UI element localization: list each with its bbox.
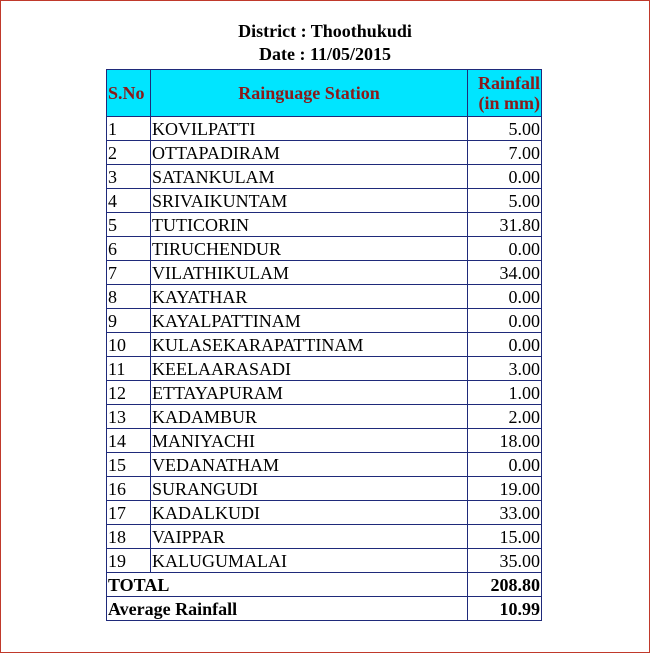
report-date: Date : 11/05/2015 xyxy=(259,44,391,64)
average-value: 10.99 xyxy=(468,597,542,621)
sno-cell: 2 xyxy=(107,141,151,165)
rainfall-cell: 19.00 xyxy=(468,477,542,501)
station-cell: KAYALPATTINAM xyxy=(151,309,468,333)
total-row xyxy=(107,573,542,597)
table-row xyxy=(107,141,542,165)
rainfall-cell: 5.00 xyxy=(468,117,542,141)
column-header-station: Rainguage Station xyxy=(151,70,468,117)
average-label: Average Rainfall xyxy=(107,597,468,621)
table-row xyxy=(107,261,542,285)
table-row xyxy=(107,405,542,429)
station-cell: SATANKULAM xyxy=(151,165,468,189)
rainfall-cell: 7.00 xyxy=(468,141,542,165)
rainfall-table xyxy=(106,69,542,621)
table-row xyxy=(107,453,542,477)
table-row xyxy=(107,333,542,357)
station-cell: KAYATHAR xyxy=(151,285,468,309)
table-row xyxy=(107,501,542,525)
sno-cell: 16 xyxy=(107,477,151,501)
rainfall-header-line2: (in mm) xyxy=(478,93,540,113)
column-header-rainfall xyxy=(468,70,542,117)
table-row xyxy=(107,237,542,261)
rainfall-cell: 1.00 xyxy=(468,381,542,405)
sno-cell: 18 xyxy=(107,525,151,549)
station-cell: KULASEKARAPATTINAM xyxy=(151,333,468,357)
total-value: 208.80 xyxy=(468,573,542,597)
sno-cell: 1 xyxy=(107,117,151,141)
sno-cell: 9 xyxy=(107,309,151,333)
column-header-sno: S.No xyxy=(107,70,151,117)
sno-cell: 11 xyxy=(107,357,151,381)
sno-cell: 6 xyxy=(107,237,151,261)
station-cell: VILATHIKULAM xyxy=(151,261,468,285)
rainfall-cell: 0.00 xyxy=(468,165,542,189)
table-row xyxy=(107,189,542,213)
station-cell: VAIPPAR xyxy=(151,525,468,549)
table-row xyxy=(107,165,542,189)
station-cell: TUTICORIN xyxy=(151,213,468,237)
sno-cell: 3 xyxy=(107,165,151,189)
rainfall-cell: 5.00 xyxy=(468,189,542,213)
station-cell: SURANGUDI xyxy=(151,477,468,501)
station-cell: VEDANATHAM xyxy=(151,453,468,477)
sno-cell: 14 xyxy=(107,429,151,453)
rainfall-cell: 35.00 xyxy=(468,549,542,573)
table-row xyxy=(107,525,542,549)
rainfall-header-line1: Rainfall xyxy=(477,73,540,93)
table-row xyxy=(107,309,542,333)
table-header-row xyxy=(107,70,542,117)
station-cell: KALUGUMALAI xyxy=(151,549,468,573)
sno-cell: 19 xyxy=(107,549,151,573)
station-cell: KOVILPATTI xyxy=(151,117,468,141)
sno-cell: 10 xyxy=(107,333,151,357)
station-cell: SRIVAIKUNTAM xyxy=(151,189,468,213)
station-cell: KADALKUDI xyxy=(151,501,468,525)
rainfall-cell: 0.00 xyxy=(468,453,542,477)
table-row xyxy=(107,357,542,381)
rainfall-cell: 0.00 xyxy=(468,309,542,333)
district-title: District : Thoothukudi xyxy=(238,21,412,41)
sno-cell: 8 xyxy=(107,285,151,309)
station-cell: ETTAYAPURAM xyxy=(151,381,468,405)
station-cell: TIRUCHENDUR xyxy=(151,237,468,261)
sno-cell: 13 xyxy=(107,405,151,429)
table-row xyxy=(107,549,542,573)
table-row xyxy=(107,285,542,309)
table-row xyxy=(107,213,542,237)
sno-cell: 15 xyxy=(107,453,151,477)
rainfall-cell: 33.00 xyxy=(468,501,542,525)
table-row xyxy=(107,381,542,405)
table-row xyxy=(107,429,542,453)
rainfall-cell: 0.00 xyxy=(468,333,542,357)
sno-cell: 12 xyxy=(107,381,151,405)
table-row xyxy=(107,477,542,501)
sno-cell: 17 xyxy=(107,501,151,525)
sno-cell: 5 xyxy=(107,213,151,237)
table-row xyxy=(107,117,542,141)
rainfall-cell: 3.00 xyxy=(468,357,542,381)
average-row xyxy=(107,597,542,621)
rainfall-cell: 0.00 xyxy=(468,237,542,261)
rainfall-cell: 34.00 xyxy=(468,261,542,285)
sno-cell: 4 xyxy=(107,189,151,213)
sno-cell: 7 xyxy=(107,261,151,285)
rainfall-cell: 15.00 xyxy=(468,525,542,549)
rainfall-cell: 0.00 xyxy=(468,285,542,309)
station-cell: KEELAARASADI xyxy=(151,357,468,381)
station-cell: MANIYACHI xyxy=(151,429,468,453)
rainfall-cell: 2.00 xyxy=(468,405,542,429)
rainfall-cell: 18.00 xyxy=(468,429,542,453)
station-cell: OTTAPADIRAM xyxy=(151,141,468,165)
rainfall-cell: 31.80 xyxy=(468,213,542,237)
station-cell: KADAMBUR xyxy=(151,405,468,429)
total-label: TOTAL xyxy=(107,573,468,597)
